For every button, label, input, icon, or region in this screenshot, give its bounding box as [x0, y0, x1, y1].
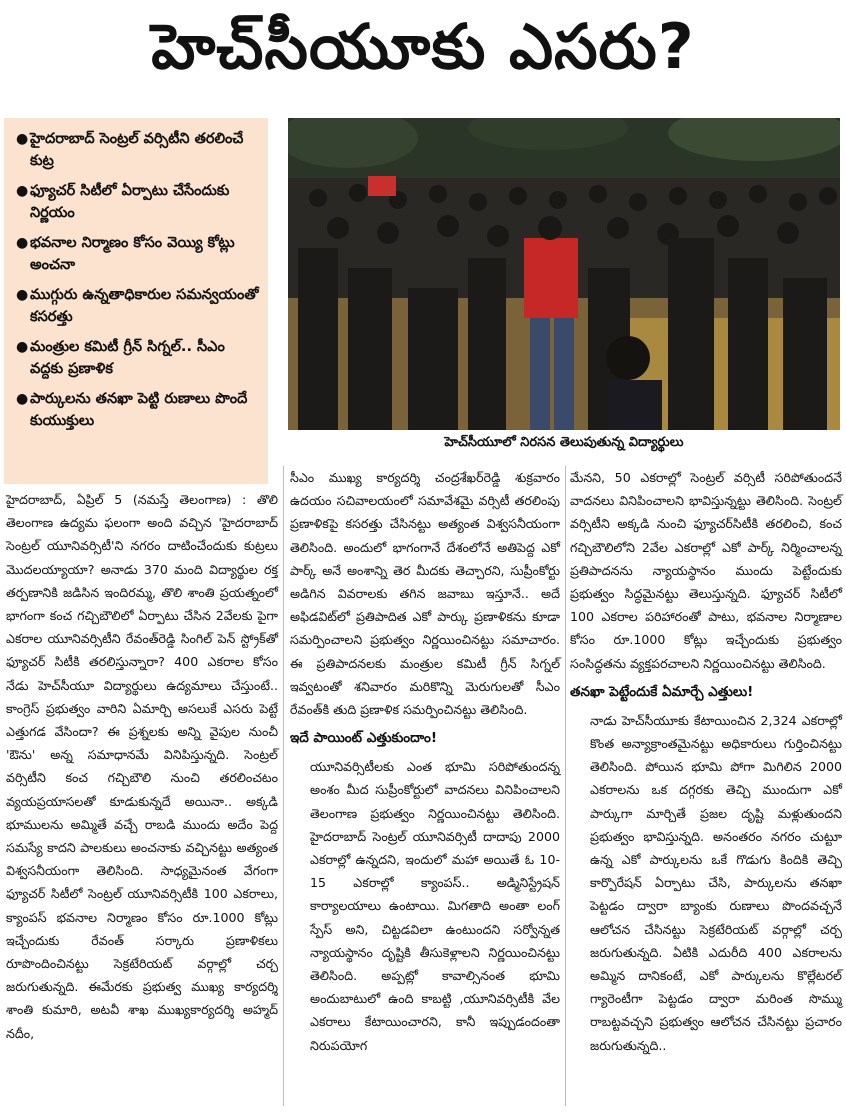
article-column-2 [290, 466, 560, 1057]
column-divider [283, 466, 284, 1106]
column-1-text: హైదరాబాద్, ఏప్రిల్ 5 (నమస్తే తెలంగాణ) : తొలి తెలంగాణ ఉద్యమ ఫలంగా అంది వచ్చిన 'హైదరాబాద్ సెంట్రల్ యూనివర్సిటీ'ని నగరం దాటించేందుకు కుట్రలు మొదలయ్యాయా? అనాడు 370 మంది విద్యార్థుల రక్త తర్పణానికి జడిసిన ఇందిరమ్మ, తొలి శాంతి ప్రయత్నంలో భాగంగా కంచ గచ్చిబౌలిలో ఏర్పాటు చేసిన 2వేలకు పైగా ఎకరాల యూనివర్సిటీని రేవంత్‌రెడ్డి సింగిల్ పెన్ స్ట్రోక్‌తో ఫ్యూచర్ సిటీకి తరలిస్తున్నారా? 400 ఎకరాల కోసం నేడు హెచ్‌సీయూ విద్యార్థులు ఉద్యమాలు చేస్తుంటే.. కాంగ్రెస్ ప్రభుత్వం వారిని ఏమార్చి అసలుకే ఎసరు పెట్టే ఎత్తుగడ వేసిందా? ఈ ప్రశ్నలకు అన్ని వైపుల నుంచీ 'ఔను' అన్న సమాధానమే వినిపిస్తున్నది. సెంట్రల్ వర్సిటీని కంచ గచ్చిబౌలి నుంచి తరలించటం వ్యయప్రయాసలతో కూడుకున్నదే అయినా.. అక్కడి భూములను అమ్మితే వచ్చే రాబడి ముందు అదేం పెద్ద సమస్యే కాదని పాలకులు అంచనాకు వచ్చినట్టు అత్యంత విశ్వసనీయంగా తెలిసింది. సాధ్యమైనంత వేగంగా ఫ్యూచర్ సిటీలో సెంట్రల్ యూనివర్సిటీకి 100 ఎకరాలు, క్యాంపస్ భవనాల నిర్మాణం కోసం రూ.1000 కోట్లు ఇచ్చేందుకు రేవంత్ సర్కారు ప్రణాళికలు రూపొందించినట్టు సెక్రటేరియట్ వర్గాల్లో చర్చ జరుగుతున్నది. ఈమేరకు ప్రభుత్వ ముఖ్య కార్యదర్శి శాంతి కుమారి, అటవీ శాఖ ముఖ్యకార్యదర్శి అహ్మద్ నదీం, [6, 492, 278, 1041]
highlight-text: ముగ్గురు ఉన్నతాధికారుల సమన్వయంతో కసరత్తు [30, 287, 259, 325]
highlight-text: ఫ్యూచర్ సిటీలో ఏర్పాటు చేసేందుకు నిర్ణయం [30, 183, 230, 221]
article-column-3 [570, 466, 842, 1057]
column-3-subhead: తనఖా పెట్టేందుకే ఏమార్చే ఎత్తులు! [570, 683, 754, 700]
column-2-subhead: ఇదే పాయింట్ ఎత్తుకుందాం! [290, 730, 438, 747]
highlight-item [16, 336, 260, 380]
bullet-icon: ● [16, 183, 29, 199]
protest-photo-illustration [288, 118, 840, 430]
highlight-item [16, 180, 260, 224]
highlights-box [4, 118, 268, 484]
bullet-icon: ● [16, 339, 29, 355]
bullet-icon: ● [16, 391, 29, 407]
bullet-icon: ● [16, 131, 29, 147]
column-divider [565, 466, 566, 1106]
highlight-text: పార్కులను తనఖా పెట్టి రుణాలు పొందే కుయుక్తులు [30, 391, 248, 429]
highlight-text: మంత్రుల కమిటీ గ్రీన్ సిగ్నల్.. సీఎం వద్దకు ప్రణాళిక [30, 339, 225, 377]
highlight-text: భవనాల నిర్మాణం కోసం వెయ్యి కోట్లు అంచనా [30, 235, 235, 273]
highlight-item [16, 128, 260, 172]
highlight-text: హైదరాబాద్ సెంట్రల్ వర్సిటీని తరలించే కుట్ర [30, 131, 244, 169]
highlight-item [16, 284, 260, 328]
column-2-paragraph-2: యూనివర్సిటీలకు ఎంత భూమి సరిపోతుందన్న అంశం మీద సుప్రీంకోర్టులో వాదనలు వినిపించాలని తెలంగాణ ప్రభుత్వం నిర్ణయించినట్టు తెలిసింది. హైదరాబాద్ సెంట్రల్ యూనివర్సిటీ దాదాపు 2000 ఎకరాల్లో ఉన్నదని, ఇందులో మహా అయితే ఓ 10-15 ఎకరాల్లో క్యాంపస్.. అడ్మినిస్ట్రేషన్ కార్యాలయాలు ఉంటాయి. మిగతాది అంతా లంగ్ స్పేస్ అని, చిట్టడవిలా ఉంటుందని సర్వోన్నత న్యాయస్థానం దృష్టికి తీసుకెళ్లాలని నిర్ణయించినట్టు తెలిసింది. అప్పట్లో కావాల్సినంత భూమి అందుబాటులో ఉంది కాబట్టి ,యూనివర్సిటీకి వేల ఎకరాలు కేటాయించారని, కానీ ఇప్పుడందంతా నిరుపయోగ [310, 759, 560, 1053]
bullet-icon: ● [16, 287, 29, 303]
bullet-icon: ● [16, 235, 29, 251]
headline: హెచ్‌సీయూకు ఎసరు? [151, 10, 695, 83]
protest-photo [288, 118, 840, 430]
column-3-paragraph-2: నాడు హెచ్‌సీయూకు కేటాయించిన 2,324 ఎకరాల్లో కొంత అన్యాక్రాంతమైనట్టు అధికారులు గుర్తించినట్టు తెలిసింది. పోయిన భూమి పోగా మిగిలిన 2000 ఎకరాలను ఒక దగ్గరకు తెచ్చి ముందుగా ఎకో పార్కుగా మార్చితే ప్రజల దృష్టి మళ్లుతుందని ప్రభుత్వం భావిస్తున్నది. అనంతరం నగరం చుట్టూ ఉన్న ఎకో పార్కులను ఒకే గొడుగు కిందికి తెచ్చి కార్పొరేషన్ ఏర్పాటు చేసి, పార్కులను తనఖా పెట్టడం ద్వారా బ్యాంకు రుణాలు పొందవచ్చనే ఆలోచన చేసినట్టు సెక్రటేరియట్ వర్గాల్లో చర్చ జరుగుతున్నది. ఏటికి ఎదురీది 400 ఎకరాలను అమ్మిన దానికంటే, ఎకో పార్కులను కొల్లేటరల్ గ్యారెంటీగా పెట్టడం ద్వారా మరింత సొమ్ము రాబట్టవచ్చని ప్రభుత్వం ఆలోచన చేసినట్టు ప్రచారం జరుగుతున్నది.. [590, 712, 842, 1053]
column-3-paragraph-1: మేనని, 50 ఎకరాల్లో సెంట్రల్ వర్సిటీ సరిపోతుందనే వాదనలు వినిపించాలని భావిస్తున్నట్టు తెలిసింది. సెంట్రల్ వర్సిటీని అక్కడి నుంచి ఫ్యూచర్‌సిటీకి తరలించి, కంచ గచ్చిబౌలిలోని 2వేల ఎకరాల్లో ఎకో పార్క్ నిర్మించాలన్న ప్రతిపాదనను న్యాయస్థానం ముందు పెట్టేందుకు ప్రభుత్వం సిద్ధమైనట్టు తెలుస్తున్నది. ఫ్యూచర్ సిటీలో 100 ఎకరాల పరిహారంతో పాటు, భవనాల నిర్మాణాల కోసం రూ.1000 కోట్లు ఇచ్చేందుకు ప్రభుత్వం సంసిద్ధతను వ్యక్తపరచాలని నిర్ణయించినట్టు తెలిసింది. [570, 470, 842, 671]
article-column-1 [6, 488, 278, 1045]
highlight-item [16, 388, 260, 432]
column-2-paragraph-1: సీఎం ముఖ్య కార్యదర్శి చంద్రశేఖర్‌రెడ్డి శుక్రవారం ఉదయం సచివాలయంలో సమావేశమై వర్సిటీ తరలింపు ప్రణాళికపై కసరత్తు చేసినట్టు అత్యంత విశ్వసనీయంగా తెలిసింది. అందులో భాగంగానే దేశంలోనే అతిపెద్ద ఎకో పార్క్ అనే అంశాన్ని తెర మీదకు తెచ్చారని, సుప్రీంకోర్టు అడిగిన వివరాలకు తగిన జవాబు ఇస్తూనే.. అదే అఫిడవిట్‌లో ప్రతిపాదిత ఎకో పార్కు ప్రణాళికను కూడా సమర్పించాలని ప్రభుత్వం నిర్ణయించినట్టు సమాచారం. ఈ ప్రతిపాదనలకు మంత్రుల కమిటీ గ్రీన్ సిగ్నల్ ఇవ్వటంతో శనివారం మరికొన్ని మెరుగులతో సీఎం రేవంత్‌కి తుది ప్రణాళిక సమర్పించినట్టు తెలిసింది. [290, 470, 560, 718]
photo-caption: హెచ్‌సీయూలో నిరసన తెలుపుతున్న విద్యార్థులు [444, 435, 684, 450]
highlight-item [16, 232, 260, 276]
